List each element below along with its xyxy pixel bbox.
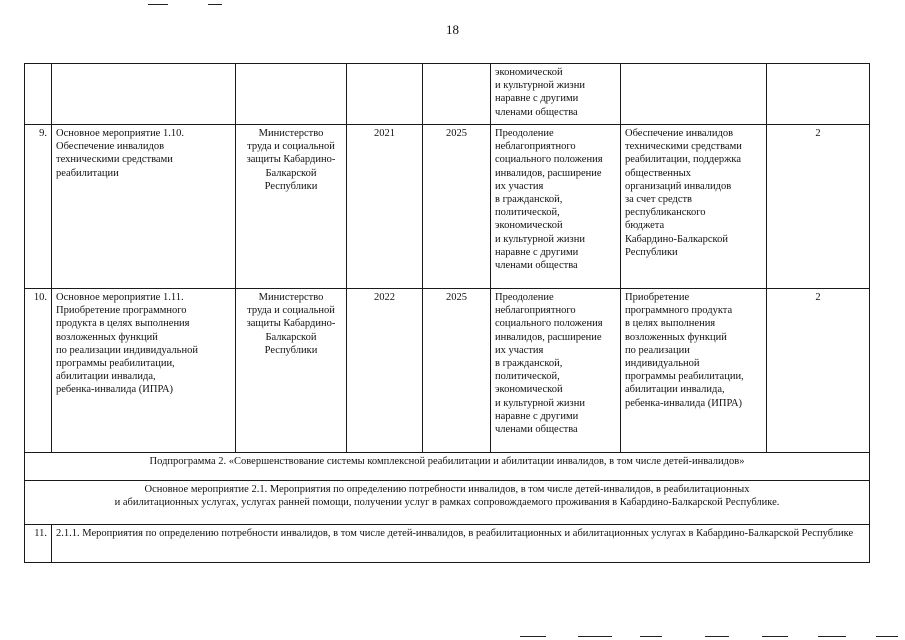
- activity-cell: [52, 64, 236, 125]
- table-row: [25, 64, 870, 125]
- expected-result-cell: экономической и культурной жизни наравне с другими членами общества: [491, 64, 621, 125]
- start-year-cell: 2022: [347, 289, 423, 453]
- description-cell: Обеспечение инвалидов техническими средствами реабилитации, поддержка общественных организаций инвалидов за счет средств республиканского бюджета Кабардино-Балкарской Республики: [621, 125, 767, 289]
- row-number: [25, 64, 52, 125]
- activity-cell: Основное мероприятие 1.11. Приобретение программного продукта в целях выполнения возложенных функций по реализации индивидуальной программы реабилитации, абилитации инвалида, ребенка-инвалида (ИПРА): [52, 289, 236, 453]
- expected-result-cell: Преодоление неблагоприятного социального положения инвалидов, расширение их участия в гражданской, политической, экономической и культурной жизни наравне с другими членами общества: [491, 289, 621, 453]
- subprogram-heading: Подпрограмма 2. «Совершенствование системы комплексной реабилитации и абилитации инвалидов, в том числе детей-инвалидов»: [25, 453, 870, 481]
- row-number: 9.: [25, 125, 52, 289]
- table-row: [25, 125, 870, 289]
- executor-cell: Министерство труда и социальной защиты Кабардино- Балкарской Республики: [236, 125, 347, 289]
- start-year-cell: 2021: [347, 125, 423, 289]
- indicator-cell: 2: [767, 289, 870, 453]
- page-number: 18: [446, 22, 459, 37]
- scan-mark: [818, 636, 846, 637]
- description-cell: Приобретение программного продукта в целях выполнения возложенных функций по реализации индивидуальной программы реабилитации, абилитации инвалида, ребенка-инвалида (ИПРА): [621, 289, 767, 453]
- indicator-cell: 2: [767, 125, 870, 289]
- table-row: [25, 481, 870, 525]
- row-number: 10.: [25, 289, 52, 453]
- scan-mark: [578, 636, 612, 637]
- program-table: [24, 63, 870, 563]
- table-row: [25, 289, 870, 453]
- indicator-cell: [767, 64, 870, 125]
- scan-mark: [640, 636, 662, 637]
- main-activity-heading: Основное мероприятие 2.1. Мероприятия по определению потребности инвалидов, в том числе детей-инвалидов, в реабилитационных и абилитационных услугах, услугах ранней помощи, получении услуг в рамках сопровождаемого проживания в Кабардино-Балкарской Республике.: [25, 481, 870, 525]
- activity-cell: Основное мероприятие 1.10. Обеспечение инвалидов техническими средствами реабилитации: [52, 125, 236, 289]
- executor-cell: [236, 64, 347, 125]
- scan-mark: [148, 4, 168, 5]
- scan-mark: [762, 636, 788, 637]
- scan-mark: [876, 636, 898, 637]
- scan-mark: [520, 636, 546, 637]
- executor-cell: Министерство труда и социальной защиты Кабардино- Балкарской Республики: [236, 289, 347, 453]
- activity-cell: 2.1.1. Мероприятия по определению потребности инвалидов, в том числе детей-инвалидов, в реабилитационных и абилитационных услугах в Кабардино-Балкарской Республике: [52, 525, 870, 563]
- start-year-cell: [347, 64, 423, 125]
- row-number: 11.: [25, 525, 52, 563]
- end-year-cell: 2025: [423, 289, 491, 453]
- expected-result-cell: Преодоление неблагоприятного социального положения инвалидов, расширение их участия в гражданской, политической, экономической и культурной жизни наравне с другими членами общества: [491, 125, 621, 289]
- description-cell: [621, 64, 767, 125]
- scan-mark: [208, 4, 222, 5]
- table-row: [25, 453, 870, 481]
- table-row: [25, 525, 870, 563]
- scan-mark: [705, 636, 729, 637]
- end-year-cell: [423, 64, 491, 125]
- end-year-cell: 2025: [423, 125, 491, 289]
